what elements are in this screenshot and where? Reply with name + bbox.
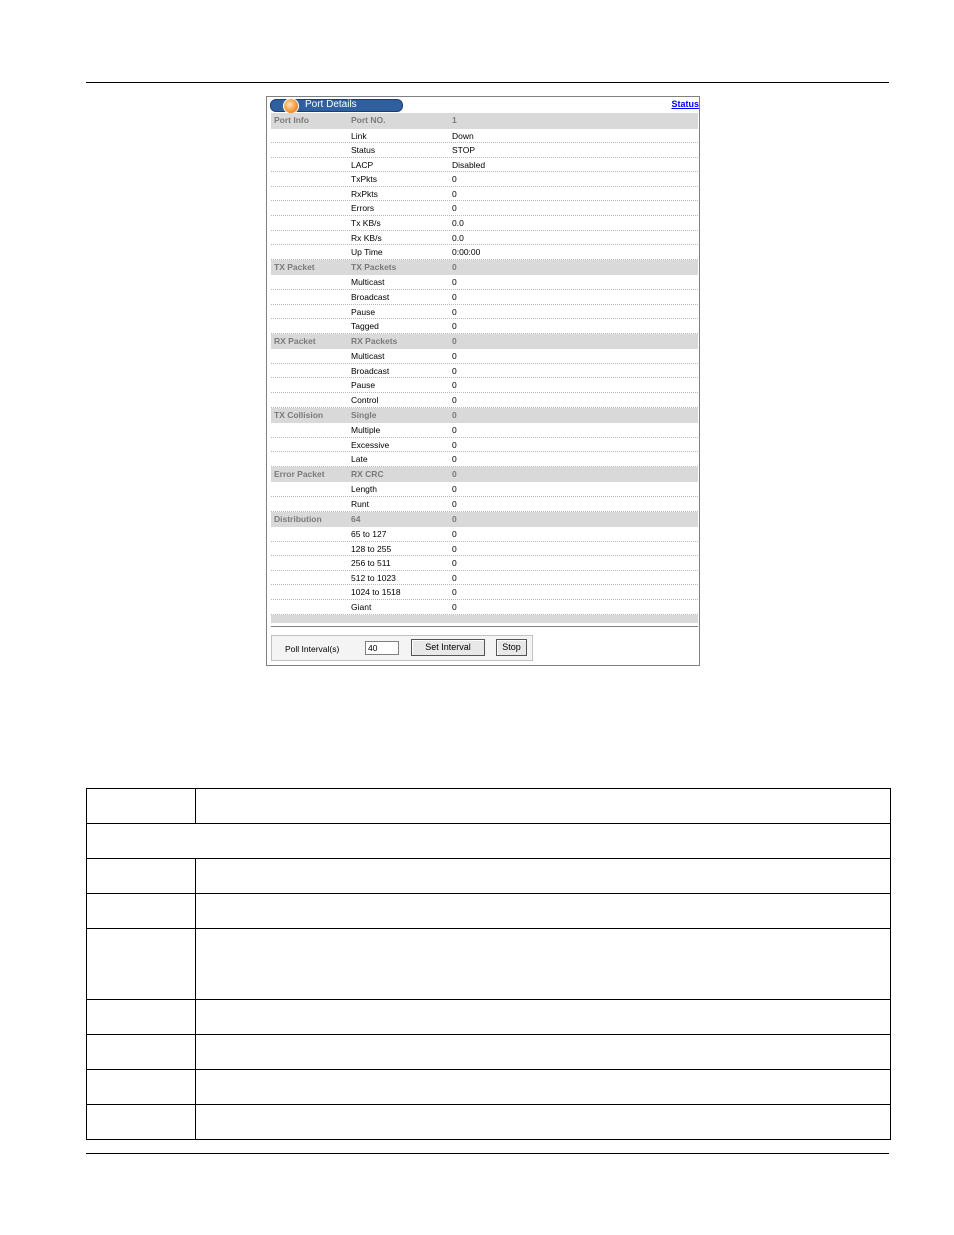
table-row (271, 187, 698, 202)
table-row (271, 201, 698, 216)
field-label: RX CRC (351, 468, 384, 479)
field-value: 0 (452, 543, 457, 554)
section-label: RX Packet (274, 335, 316, 346)
poll-divider (271, 626, 698, 627)
table-row-divider (87, 1034, 890, 1035)
panel-title-bar (270, 99, 403, 112)
section-header-row (271, 334, 698, 350)
field-label: TX Packets (351, 261, 397, 272)
field-label: RX Packets (351, 335, 398, 346)
field-label: 64 (351, 513, 361, 524)
table-row (271, 438, 698, 453)
poll-interval-label: Poll Interval(s) (285, 644, 340, 654)
field-label: Pause (351, 306, 376, 317)
table-row (271, 393, 698, 408)
field-label: Multicast (351, 277, 385, 288)
field-label: Link (351, 130, 367, 141)
field-value: Down (452, 130, 474, 141)
field-label: Tagged (351, 321, 379, 332)
table-row (271, 349, 698, 364)
port-stats-table (271, 113, 698, 623)
table-row (271, 290, 698, 305)
section-label: TX Packet (274, 261, 315, 272)
field-value: 0 (452, 351, 457, 362)
field-label: 65 to 127 (351, 529, 387, 540)
field-label: Broadcast (351, 365, 390, 376)
section-header-row (271, 260, 698, 276)
field-label: Status (351, 145, 376, 156)
field-label: Giant (351, 602, 372, 613)
field-value: 0 (452, 587, 457, 598)
poll-interval-input[interactable]: 40 (365, 641, 399, 655)
field-value: 0 (452, 425, 457, 436)
field-value: 0 (452, 409, 457, 420)
field-value: 0 (452, 306, 457, 317)
table-row (271, 378, 698, 393)
field-value: 0 (452, 188, 457, 199)
field-value: 0:00:00 (452, 247, 481, 258)
field-label: 1024 to 1518 (351, 587, 401, 598)
section-header-row (271, 467, 698, 483)
table-row-divider (87, 823, 890, 824)
table-row (271, 542, 698, 557)
orb-icon (283, 98, 299, 114)
stop-button[interactable]: Stop (496, 639, 527, 656)
field-value: 1 (452, 115, 457, 125)
table-row (271, 571, 698, 586)
field-label: Rx KB/s (351, 232, 382, 243)
field-value: 0.0 (452, 232, 464, 243)
section-header-row (271, 408, 698, 424)
field-value: STOP (452, 145, 475, 156)
field-value: 0 (452, 395, 457, 405)
field-label: Tx KB/s (351, 218, 381, 229)
field-label: Errors (351, 203, 375, 214)
table-row (271, 423, 698, 438)
table-row (271, 216, 698, 231)
section-label: Distribution (274, 513, 322, 524)
field-value: 0 (452, 365, 457, 376)
table-row (271, 319, 698, 334)
field-value: 0 (452, 291, 457, 302)
field-value: 0 (452, 335, 457, 346)
field-label: Single (351, 409, 377, 420)
table-footer-bar (271, 615, 698, 623)
section-header-row (271, 512, 698, 528)
table-row (271, 143, 698, 158)
field-label: Multiple (351, 425, 381, 436)
table-row (271, 129, 698, 144)
status-link[interactable]: Status (671, 99, 699, 109)
field-label: Up Time (351, 247, 383, 258)
table-row-divider (87, 928, 890, 929)
field-value: 0 (452, 277, 457, 288)
field-value: 0 (452, 529, 457, 540)
field-value: 0 (452, 439, 457, 450)
field-label: 512 to 1023 (351, 572, 396, 583)
section-label: TX Collision (274, 409, 324, 420)
field-value: Disabled (452, 159, 486, 170)
table-row (271, 364, 698, 379)
table-row (271, 585, 698, 600)
field-value: 0 (452, 513, 457, 524)
field-label: Excessive (351, 439, 390, 450)
section-label: Port Info (274, 115, 309, 125)
field-value: 0 (452, 572, 457, 583)
field-value: 0 (452, 380, 457, 391)
field-label: Late (351, 454, 368, 465)
page-bottom-rule (86, 1153, 889, 1154)
table-row (271, 305, 698, 320)
table-row (271, 231, 698, 246)
table-row-divider (87, 858, 890, 859)
table-col-divider (195, 858, 196, 1140)
field-label: Runt (351, 498, 369, 509)
field-value: 0 (452, 454, 457, 465)
field-value: 0 (452, 498, 457, 509)
field-label: LACP (351, 159, 374, 170)
table-row-divider (87, 893, 890, 894)
page-top-rule (86, 82, 889, 83)
table-row (271, 527, 698, 542)
field-label: RxPkts (351, 188, 378, 199)
panel-title: Port Details (305, 99, 357, 110)
poll-controls (271, 635, 533, 661)
port-details-panel (266, 96, 700, 666)
table-row (271, 275, 698, 290)
section-header-row (271, 113, 698, 129)
set-interval-button[interactable]: Set Interval (411, 639, 485, 656)
field-label: Pause (351, 380, 376, 391)
field-value: 0 (452, 174, 457, 185)
table-row-divider (87, 1104, 890, 1105)
field-value: 0 (452, 468, 457, 479)
table-col-divider (195, 789, 196, 823)
field-value: 0 (452, 261, 457, 272)
field-value: 0.0 (452, 218, 464, 229)
field-value: 0 (452, 602, 457, 613)
field-value: 0 (452, 321, 457, 332)
field-label: Multicast (351, 351, 385, 362)
field-label: Length (351, 484, 377, 495)
field-label: Port NO. (351, 115, 386, 125)
table-row (271, 497, 698, 512)
field-value: 0 (452, 558, 457, 569)
table-row (271, 452, 698, 467)
table-row (271, 556, 698, 571)
field-label: 256 to 511 (351, 558, 391, 569)
table-row (271, 172, 698, 187)
description-table (86, 788, 891, 1140)
table-row (271, 482, 698, 497)
table-row (271, 600, 698, 615)
field-label: 128 to 255 (351, 543, 392, 554)
table-row-divider (87, 1069, 890, 1070)
field-value: 0 (452, 203, 457, 214)
field-label: TxPkts (351, 174, 377, 185)
section-label: Error Packet (274, 468, 325, 479)
table-row-divider (87, 999, 890, 1000)
field-label: Control (351, 395, 379, 405)
field-label: Broadcast (351, 291, 390, 302)
table-row (271, 245, 698, 260)
field-value: 0 (452, 484, 457, 495)
table-row (271, 158, 698, 173)
